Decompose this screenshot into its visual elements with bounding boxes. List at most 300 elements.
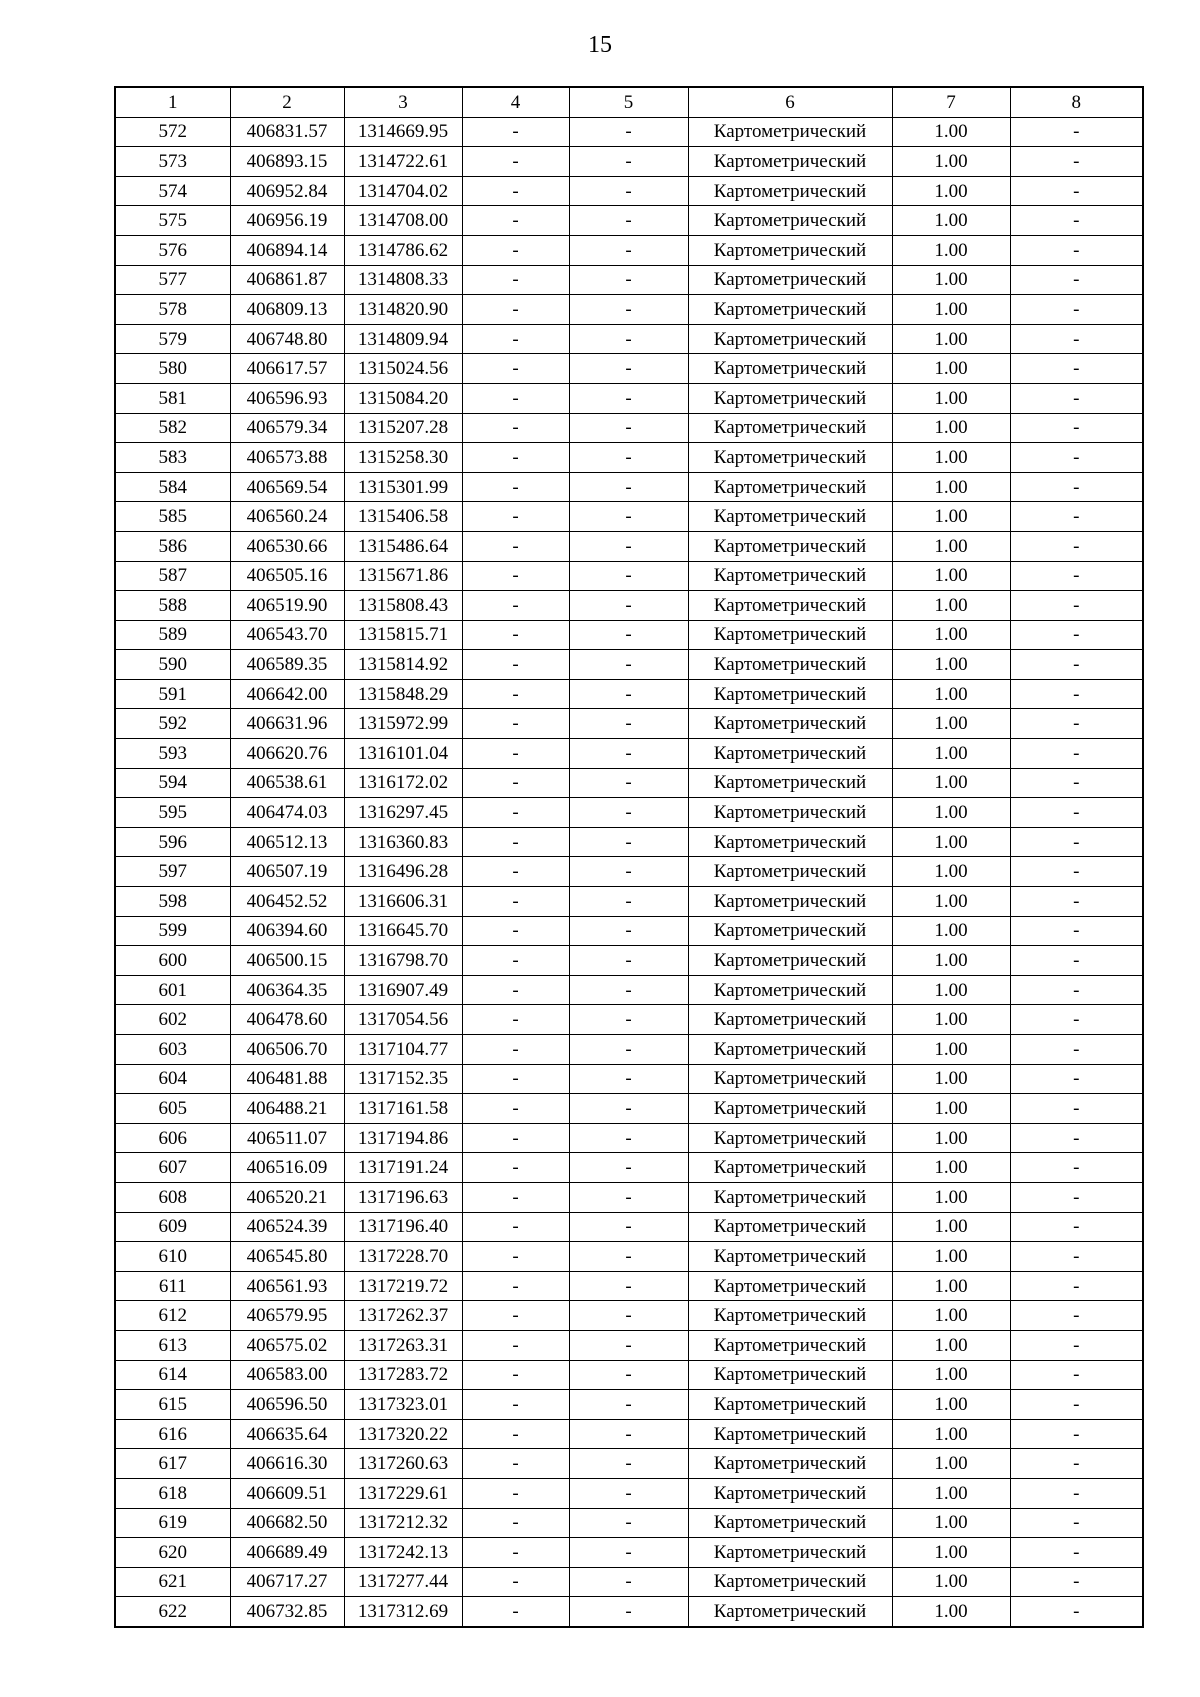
- cell-point-number: 594: [115, 768, 230, 798]
- cell-accuracy: 1.00: [892, 1182, 1010, 1212]
- cell-col-8: -: [1010, 1005, 1143, 1035]
- cell-coord-y: 1314704.02: [344, 176, 462, 206]
- cell-point-number: 619: [115, 1508, 230, 1538]
- table-row: [115, 1271, 1143, 1301]
- cell-coord-x: 406507.19: [230, 857, 344, 887]
- cell-col-4: -: [462, 1182, 569, 1212]
- cell-point-number: 589: [115, 620, 230, 650]
- cell-accuracy: 1.00: [892, 443, 1010, 473]
- cell-method: Картометрический: [688, 1508, 892, 1538]
- cell-col-8: -: [1010, 591, 1143, 621]
- cell-point-number: 600: [115, 946, 230, 976]
- cell-coord-y: 1317277.44: [344, 1567, 462, 1597]
- cell-point-number: 588: [115, 591, 230, 621]
- cell-accuracy: 1.00: [892, 235, 1010, 265]
- cell-col-4: -: [462, 1478, 569, 1508]
- cell-col-4: -: [462, 117, 569, 147]
- cell-coord-y: 1316907.49: [344, 975, 462, 1005]
- cell-point-number: 576: [115, 235, 230, 265]
- cell-accuracy: 1.00: [892, 502, 1010, 532]
- cell-method: Картометрический: [688, 443, 892, 473]
- table-row: [115, 709, 1143, 739]
- cell-method: Картометрический: [688, 946, 892, 976]
- cell-method: Картометрический: [688, 709, 892, 739]
- cell-col-4: -: [462, 295, 569, 325]
- cell-col-8: -: [1010, 117, 1143, 147]
- cell-col-5: -: [569, 531, 688, 561]
- cell-col-8: -: [1010, 1123, 1143, 1153]
- cell-coord-y: 1316172.02: [344, 768, 462, 798]
- table-row: [115, 1390, 1143, 1420]
- table-row: [115, 1153, 1143, 1183]
- cell-coord-x: 406474.03: [230, 798, 344, 828]
- cell-coord-x: 406956.19: [230, 206, 344, 236]
- cell-col-8: -: [1010, 857, 1143, 887]
- cell-col-8: -: [1010, 1449, 1143, 1479]
- cell-col-4: -: [462, 887, 569, 917]
- table-row: [115, 1538, 1143, 1568]
- cell-coord-y: 1317323.01: [344, 1390, 462, 1420]
- cell-accuracy: 1.00: [892, 1005, 1010, 1035]
- cell-col-5: -: [569, 1478, 688, 1508]
- cell-col-4: -: [462, 1064, 569, 1094]
- cell-col-4: -: [462, 946, 569, 976]
- table-row: [115, 472, 1143, 502]
- cell-coord-x: 406481.88: [230, 1064, 344, 1094]
- cell-method: Картометрический: [688, 679, 892, 709]
- cell-col-8: -: [1010, 295, 1143, 325]
- cell-coord-y: 1316645.70: [344, 916, 462, 946]
- cell-col-4: -: [462, 1123, 569, 1153]
- cell-accuracy: 1.00: [892, 1271, 1010, 1301]
- cell-method: Картометрический: [688, 1597, 892, 1627]
- cell-coord-y: 1315808.43: [344, 591, 462, 621]
- cell-method: Картометрический: [688, 1035, 892, 1065]
- table-row: [115, 887, 1143, 917]
- cell-accuracy: 1.00: [892, 383, 1010, 413]
- cell-coord-y: 1315972.99: [344, 709, 462, 739]
- cell-col-4: -: [462, 827, 569, 857]
- cell-method: Картометрический: [688, 975, 892, 1005]
- cell-col-8: -: [1010, 235, 1143, 265]
- cell-point-number: 577: [115, 265, 230, 295]
- table-row: [115, 1212, 1143, 1242]
- cell-accuracy: 1.00: [892, 413, 1010, 443]
- cell-point-number: 607: [115, 1153, 230, 1183]
- cell-col-4: -: [462, 1212, 569, 1242]
- cell-point-number: 617: [115, 1449, 230, 1479]
- table-row: [115, 531, 1143, 561]
- cell-col-8: -: [1010, 147, 1143, 177]
- cell-point-number: 578: [115, 295, 230, 325]
- cell-coord-y: 1315406.58: [344, 502, 462, 532]
- table-row: [115, 916, 1143, 946]
- cell-coord-y: 1317263.31: [344, 1330, 462, 1360]
- cell-point-number: 581: [115, 383, 230, 413]
- cell-col-4: -: [462, 1035, 569, 1065]
- cell-method: Картометрический: [688, 265, 892, 295]
- cell-method: Картометрический: [688, 1360, 892, 1390]
- cell-coord-x: 406573.88: [230, 443, 344, 473]
- column-header-5: 5: [569, 87, 688, 117]
- table-row: [115, 739, 1143, 769]
- cell-coord-y: 1315207.28: [344, 413, 462, 443]
- cell-col-5: -: [569, 1182, 688, 1212]
- cell-col-4: -: [462, 324, 569, 354]
- cell-method: Картометрический: [688, 916, 892, 946]
- cell-point-number: 606: [115, 1123, 230, 1153]
- cell-coord-x: 406452.52: [230, 887, 344, 917]
- table-row: [115, 1182, 1143, 1212]
- cell-col-5: -: [569, 1390, 688, 1420]
- cell-point-number: 614: [115, 1360, 230, 1390]
- cell-coord-y: 1315024.56: [344, 354, 462, 384]
- table-row: [115, 206, 1143, 236]
- cell-point-number: 605: [115, 1094, 230, 1124]
- cell-col-5: -: [569, 413, 688, 443]
- cell-col-8: -: [1010, 1478, 1143, 1508]
- column-header-6: 6: [688, 87, 892, 117]
- cell-coord-y: 1317212.32: [344, 1508, 462, 1538]
- cell-coord-x: 406620.76: [230, 739, 344, 769]
- table-row: [115, 1005, 1143, 1035]
- cell-accuracy: 1.00: [892, 176, 1010, 206]
- cell-point-number: 591: [115, 679, 230, 709]
- cell-col-4: -: [462, 1508, 569, 1538]
- cell-coord-x: 406682.50: [230, 1508, 344, 1538]
- cell-coord-y: 1317320.22: [344, 1419, 462, 1449]
- cell-point-number: 604: [115, 1064, 230, 1094]
- cell-coord-x: 406538.61: [230, 768, 344, 798]
- cell-point-number: 599: [115, 916, 230, 946]
- cell-coord-y: 1315848.29: [344, 679, 462, 709]
- cell-point-number: 572: [115, 117, 230, 147]
- cell-point-number: 612: [115, 1301, 230, 1331]
- cell-col-4: -: [462, 1330, 569, 1360]
- cell-accuracy: 1.00: [892, 768, 1010, 798]
- cell-coord-y: 1316101.04: [344, 739, 462, 769]
- cell-accuracy: 1.00: [892, 1449, 1010, 1479]
- cell-accuracy: 1.00: [892, 1153, 1010, 1183]
- cell-col-4: -: [462, 1449, 569, 1479]
- cell-col-8: -: [1010, 1330, 1143, 1360]
- cell-method: Картометрический: [688, 1094, 892, 1124]
- cell-coord-y: 1316606.31: [344, 887, 462, 917]
- cell-col-5: -: [569, 709, 688, 739]
- cell-coord-x: 406717.27: [230, 1567, 344, 1597]
- cell-col-4: -: [462, 916, 569, 946]
- table-row: [115, 324, 1143, 354]
- table-row: [115, 768, 1143, 798]
- table-row: [115, 857, 1143, 887]
- cell-col-4: -: [462, 857, 569, 887]
- cell-method: Картометрический: [688, 354, 892, 384]
- cell-col-4: -: [462, 147, 569, 177]
- cell-col-4: -: [462, 561, 569, 591]
- cell-col-8: -: [1010, 176, 1143, 206]
- cell-col-5: -: [569, 650, 688, 680]
- cell-method: Картометрический: [688, 1242, 892, 1272]
- cell-method: Картометрический: [688, 1212, 892, 1242]
- cell-col-8: -: [1010, 1242, 1143, 1272]
- cell-method: Картометрический: [688, 1478, 892, 1508]
- cell-accuracy: 1.00: [892, 798, 1010, 828]
- cell-col-8: -: [1010, 827, 1143, 857]
- cell-col-8: -: [1010, 561, 1143, 591]
- cell-col-5: -: [569, 1005, 688, 1035]
- cell-method: Картометрический: [688, 1182, 892, 1212]
- cell-method: Картометрический: [688, 1005, 892, 1035]
- cell-coord-x: 406616.30: [230, 1449, 344, 1479]
- cell-col-8: -: [1010, 1360, 1143, 1390]
- cell-method: Картометрический: [688, 413, 892, 443]
- table-row: [115, 679, 1143, 709]
- cell-coord-y: 1314808.33: [344, 265, 462, 295]
- cell-coord-x: 406575.02: [230, 1330, 344, 1360]
- cell-point-number: 595: [115, 798, 230, 828]
- table-row: [115, 117, 1143, 147]
- cell-col-8: -: [1010, 1212, 1143, 1242]
- cell-coord-y: 1315486.64: [344, 531, 462, 561]
- cell-coord-x: 406511.07: [230, 1123, 344, 1153]
- cell-coord-x: 406642.00: [230, 679, 344, 709]
- table-row: [115, 1449, 1143, 1479]
- cell-coord-y: 1317104.77: [344, 1035, 462, 1065]
- cell-col-8: -: [1010, 531, 1143, 561]
- cell-method: Картометрический: [688, 324, 892, 354]
- cell-coord-x: 406861.87: [230, 265, 344, 295]
- cell-col-5: -: [569, 1212, 688, 1242]
- cell-col-5: -: [569, 206, 688, 236]
- cell-col-5: -: [569, 768, 688, 798]
- cell-col-4: -: [462, 1242, 569, 1272]
- cell-coord-y: 1315301.99: [344, 472, 462, 502]
- cell-col-5: -: [569, 235, 688, 265]
- cell-coord-y: 1316496.28: [344, 857, 462, 887]
- cell-coord-x: 406488.21: [230, 1094, 344, 1124]
- cell-accuracy: 1.00: [892, 650, 1010, 680]
- cell-col-8: -: [1010, 1301, 1143, 1331]
- cell-col-8: -: [1010, 1508, 1143, 1538]
- cell-method: Картометрический: [688, 1390, 892, 1420]
- cell-col-4: -: [462, 1597, 569, 1627]
- cell-accuracy: 1.00: [892, 946, 1010, 976]
- cell-accuracy: 1.00: [892, 1035, 1010, 1065]
- cell-accuracy: 1.00: [892, 117, 1010, 147]
- cell-col-8: -: [1010, 1094, 1143, 1124]
- cell-method: Картометрический: [688, 235, 892, 265]
- table-row: [115, 413, 1143, 443]
- cell-accuracy: 1.00: [892, 1508, 1010, 1538]
- cell-col-4: -: [462, 1360, 569, 1390]
- cell-coord-x: 406596.93: [230, 383, 344, 413]
- cell-point-number: 618: [115, 1478, 230, 1508]
- cell-coord-x: 406516.09: [230, 1153, 344, 1183]
- cell-point-number: 615: [115, 1390, 230, 1420]
- cell-coord-y: 1317196.63: [344, 1182, 462, 1212]
- cell-method: Картометрический: [688, 383, 892, 413]
- cell-method: Картометрический: [688, 561, 892, 591]
- table-row: [115, 561, 1143, 591]
- cell-col-8: -: [1010, 265, 1143, 295]
- page-number: 15: [588, 32, 612, 58]
- cell-method: Картометрический: [688, 1123, 892, 1153]
- cell-point-number: 574: [115, 176, 230, 206]
- cell-method: Картометрический: [688, 1538, 892, 1568]
- cell-col-8: -: [1010, 798, 1143, 828]
- cell-col-5: -: [569, 176, 688, 206]
- table-row: [115, 1360, 1143, 1390]
- cell-accuracy: 1.00: [892, 1330, 1010, 1360]
- cell-coord-y: 1314820.90: [344, 295, 462, 325]
- cell-point-number: 596: [115, 827, 230, 857]
- cell-col-8: -: [1010, 324, 1143, 354]
- cell-col-8: -: [1010, 768, 1143, 798]
- cell-accuracy: 1.00: [892, 1567, 1010, 1597]
- cell-col-5: -: [569, 1123, 688, 1153]
- cell-method: Картометрический: [688, 472, 892, 502]
- cell-accuracy: 1.00: [892, 1242, 1010, 1272]
- cell-col-4: -: [462, 502, 569, 532]
- table-row: [115, 1597, 1143, 1627]
- cell-accuracy: 1.00: [892, 1301, 1010, 1331]
- cell-coord-x: 406560.24: [230, 502, 344, 532]
- table-row: [115, 502, 1143, 532]
- cell-coord-x: 406609.51: [230, 1478, 344, 1508]
- cell-col-4: -: [462, 1271, 569, 1301]
- cell-col-8: -: [1010, 916, 1143, 946]
- cell-col-5: -: [569, 1449, 688, 1479]
- cell-col-5: -: [569, 1035, 688, 1065]
- cell-col-5: -: [569, 1419, 688, 1449]
- cell-accuracy: 1.00: [892, 265, 1010, 295]
- cell-method: Картометрический: [688, 1301, 892, 1331]
- table-row: [115, 650, 1143, 680]
- cell-col-5: -: [569, 1153, 688, 1183]
- cell-method: Картометрический: [688, 147, 892, 177]
- cell-point-number: 584: [115, 472, 230, 502]
- cell-col-5: -: [569, 620, 688, 650]
- cell-col-8: -: [1010, 887, 1143, 917]
- cell-coord-x: 406519.90: [230, 591, 344, 621]
- cell-col-5: -: [569, 1271, 688, 1301]
- cell-accuracy: 1.00: [892, 620, 1010, 650]
- cell-accuracy: 1.00: [892, 679, 1010, 709]
- cell-col-8: -: [1010, 1597, 1143, 1627]
- cell-method: Картометрический: [688, 1567, 892, 1597]
- cell-coord-x: 406505.16: [230, 561, 344, 591]
- cell-coord-x: 406520.21: [230, 1182, 344, 1212]
- cell-point-number: 580: [115, 354, 230, 384]
- cell-method: Картометрический: [688, 1064, 892, 1094]
- cell-col-5: -: [569, 1567, 688, 1597]
- cell-accuracy: 1.00: [892, 1419, 1010, 1449]
- cell-accuracy: 1.00: [892, 531, 1010, 561]
- cell-coord-x: 406732.85: [230, 1597, 344, 1627]
- cell-col-5: -: [569, 946, 688, 976]
- cell-col-4: -: [462, 591, 569, 621]
- cell-point-number: 622: [115, 1597, 230, 1627]
- coordinates-table: [114, 86, 1144, 1628]
- cell-method: Картометрический: [688, 887, 892, 917]
- table-row: [115, 354, 1143, 384]
- cell-col-5: -: [569, 1538, 688, 1568]
- cell-point-number: 573: [115, 147, 230, 177]
- cell-coord-y: 1315084.20: [344, 383, 462, 413]
- cell-coord-x: 406579.34: [230, 413, 344, 443]
- cell-col-8: -: [1010, 413, 1143, 443]
- cell-col-5: -: [569, 739, 688, 769]
- cell-accuracy: 1.00: [892, 1538, 1010, 1568]
- cell-col-5: -: [569, 916, 688, 946]
- cell-col-8: -: [1010, 709, 1143, 739]
- cell-col-5: -: [569, 443, 688, 473]
- cell-accuracy: 1.00: [892, 1123, 1010, 1153]
- cell-point-number: 582: [115, 413, 230, 443]
- cell-method: Картометрический: [688, 591, 892, 621]
- cell-col-8: -: [1010, 679, 1143, 709]
- table-row: [115, 975, 1143, 1005]
- cell-col-4: -: [462, 739, 569, 769]
- cell-accuracy: 1.00: [892, 887, 1010, 917]
- cell-method: Картометрический: [688, 650, 892, 680]
- cell-col-8: -: [1010, 1182, 1143, 1212]
- cell-coord-y: 1317054.56: [344, 1005, 462, 1035]
- cell-coord-y: 1314669.95: [344, 117, 462, 147]
- cell-col-8: -: [1010, 354, 1143, 384]
- table-row: [115, 235, 1143, 265]
- cell-accuracy: 1.00: [892, 739, 1010, 769]
- cell-col-4: -: [462, 1153, 569, 1183]
- cell-coord-x: 406478.60: [230, 1005, 344, 1035]
- cell-coord-y: 1317152.35: [344, 1064, 462, 1094]
- column-header-3: 3: [344, 87, 462, 117]
- cell-method: Картометрический: [688, 206, 892, 236]
- cell-col-4: -: [462, 768, 569, 798]
- cell-col-8: -: [1010, 383, 1143, 413]
- cell-col-8: -: [1010, 1271, 1143, 1301]
- cell-col-4: -: [462, 413, 569, 443]
- cell-col-5: -: [569, 679, 688, 709]
- cell-accuracy: 1.00: [892, 472, 1010, 502]
- cell-coord-x: 406952.84: [230, 176, 344, 206]
- cell-point-number: 616: [115, 1419, 230, 1449]
- cell-coord-y: 1317283.72: [344, 1360, 462, 1390]
- cell-col-5: -: [569, 1094, 688, 1124]
- cell-col-4: -: [462, 975, 569, 1005]
- cell-col-4: -: [462, 1567, 569, 1597]
- cell-coord-x: 406579.95: [230, 1301, 344, 1331]
- cell-method: Картометрический: [688, 620, 892, 650]
- cell-method: Картометрический: [688, 1271, 892, 1301]
- table-row: [115, 1123, 1143, 1153]
- cell-point-number: 579: [115, 324, 230, 354]
- table-row: [115, 1301, 1143, 1331]
- cell-accuracy: 1.00: [892, 1478, 1010, 1508]
- cell-col-8: -: [1010, 1064, 1143, 1094]
- cell-col-4: -: [462, 1538, 569, 1568]
- cell-col-4: -: [462, 443, 569, 473]
- cell-point-number: 593: [115, 739, 230, 769]
- cell-method: Картометрический: [688, 1153, 892, 1183]
- cell-col-5: -: [569, 1597, 688, 1627]
- cell-point-number: 601: [115, 975, 230, 1005]
- cell-accuracy: 1.00: [892, 827, 1010, 857]
- cell-accuracy: 1.00: [892, 1390, 1010, 1420]
- cell-coord-y: 1314786.62: [344, 235, 462, 265]
- table-row: [115, 798, 1143, 828]
- cell-col-4: -: [462, 1419, 569, 1449]
